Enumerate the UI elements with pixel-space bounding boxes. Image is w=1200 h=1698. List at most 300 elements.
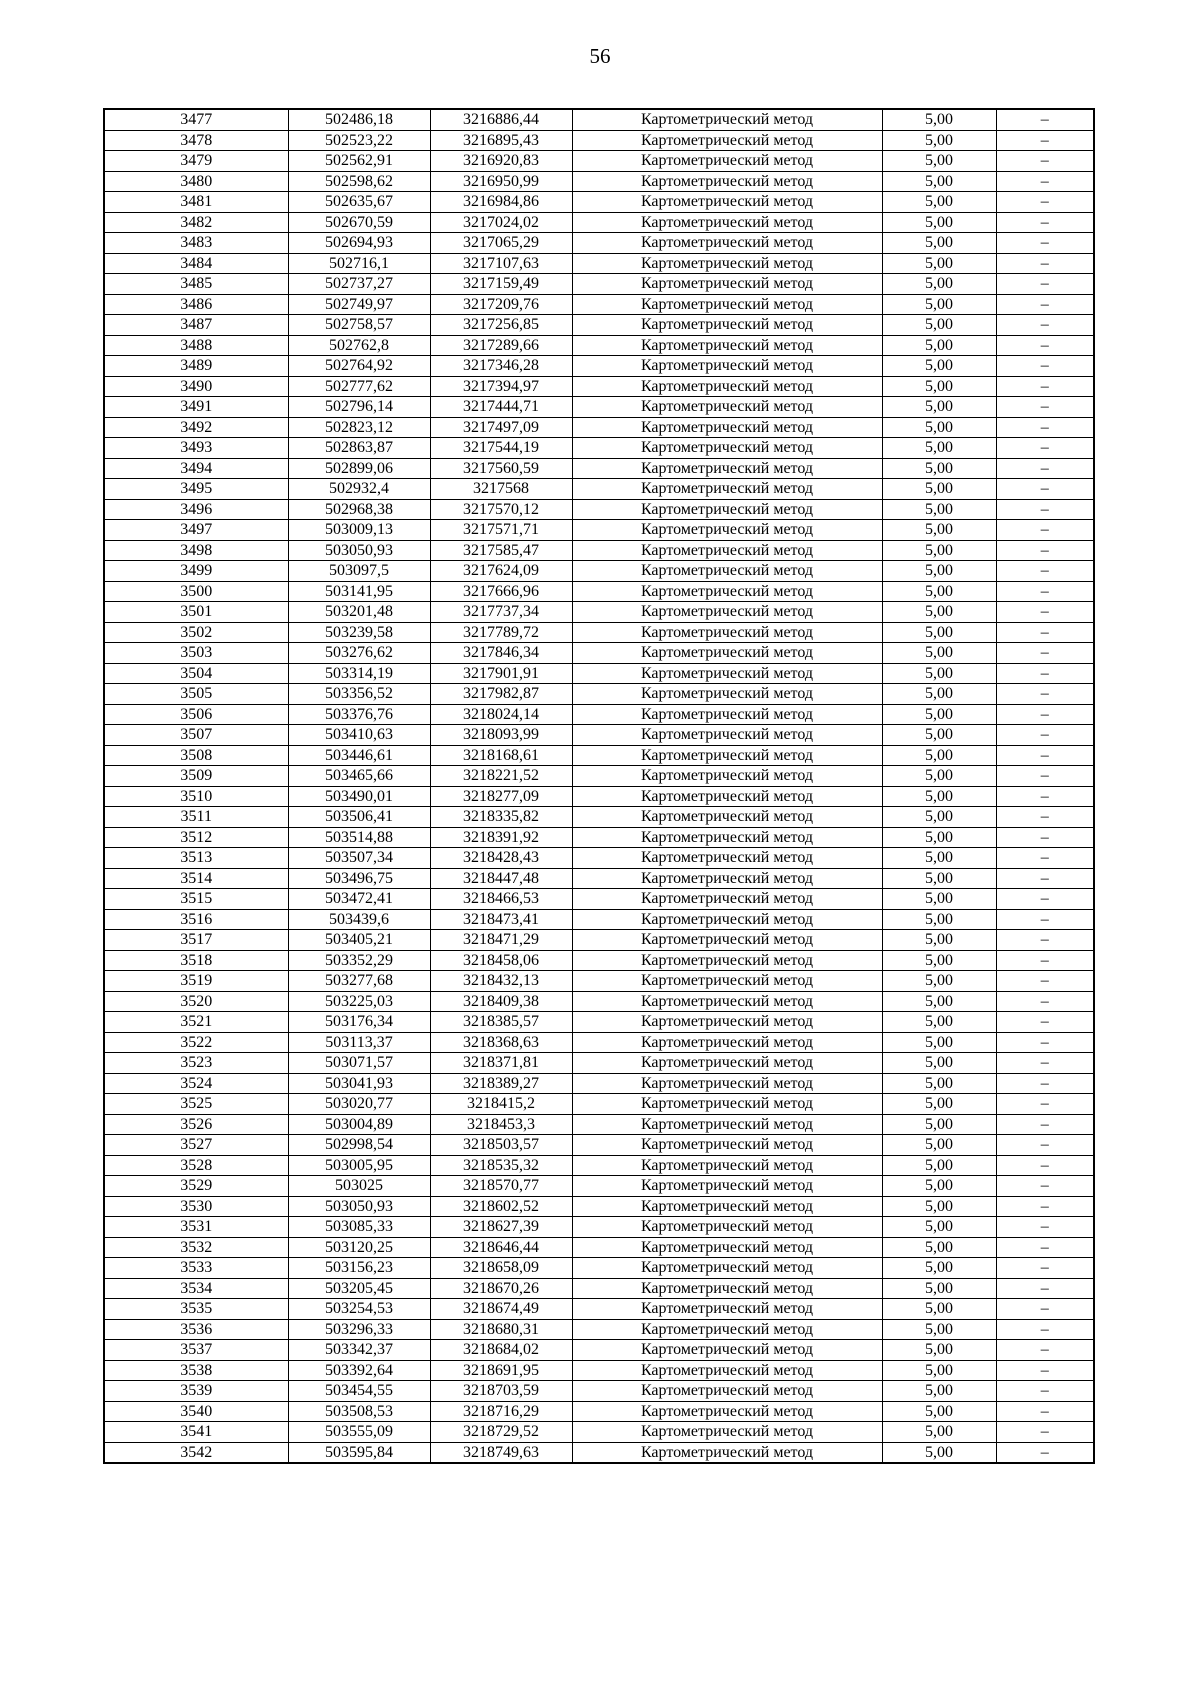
y-coordinate-cell: 3217444,71 bbox=[430, 397, 572, 418]
point-number-cell: 3528 bbox=[104, 1155, 288, 1176]
accuracy-cell: 5,00 bbox=[882, 1401, 996, 1422]
x-coordinate-cell: 503296,33 bbox=[288, 1319, 430, 1340]
table-row bbox=[104, 1299, 1094, 1320]
table-row bbox=[104, 766, 1094, 787]
x-coordinate-cell: 503376,76 bbox=[288, 704, 430, 725]
method-cell: Картометрический метод bbox=[572, 991, 882, 1012]
accuracy-cell: 5,00 bbox=[882, 294, 996, 315]
x-coordinate-cell: 503141,95 bbox=[288, 581, 430, 602]
y-coordinate-cell: 3218535,32 bbox=[430, 1155, 572, 1176]
x-coordinate-cell: 503439,6 bbox=[288, 909, 430, 930]
y-coordinate-cell: 3218602,52 bbox=[430, 1196, 572, 1217]
table-row bbox=[104, 602, 1094, 623]
table-row bbox=[104, 684, 1094, 705]
accuracy-cell: 5,00 bbox=[882, 376, 996, 397]
table-row bbox=[104, 1012, 1094, 1033]
description-cell: – bbox=[996, 499, 1094, 520]
method-cell: Картометрический метод bbox=[572, 1381, 882, 1402]
description-cell: – bbox=[996, 1319, 1094, 1340]
x-coordinate-cell: 502635,67 bbox=[288, 192, 430, 213]
description-cell: – bbox=[996, 1237, 1094, 1258]
y-coordinate-cell: 3218684,02 bbox=[430, 1340, 572, 1361]
accuracy-cell: 5,00 bbox=[882, 130, 996, 151]
accuracy-cell: 5,00 bbox=[882, 1258, 996, 1279]
x-coordinate-cell: 502598,62 bbox=[288, 171, 430, 192]
description-cell: – bbox=[996, 1196, 1094, 1217]
table-row bbox=[104, 1278, 1094, 1299]
table-row bbox=[104, 520, 1094, 541]
x-coordinate-cell: 503097,5 bbox=[288, 561, 430, 582]
point-number-cell: 3526 bbox=[104, 1114, 288, 1135]
point-number-cell: 3539 bbox=[104, 1381, 288, 1402]
y-coordinate-cell: 3218729,52 bbox=[430, 1422, 572, 1443]
accuracy-cell: 5,00 bbox=[882, 212, 996, 233]
y-coordinate-cell: 3217585,47 bbox=[430, 540, 572, 561]
point-number-cell: 3527 bbox=[104, 1135, 288, 1156]
y-coordinate-cell: 3218391,92 bbox=[430, 827, 572, 848]
x-coordinate-cell: 503020,77 bbox=[288, 1094, 430, 1115]
accuracy-cell: 5,00 bbox=[882, 991, 996, 1012]
y-coordinate-cell: 3218335,82 bbox=[430, 807, 572, 828]
point-number-cell: 3524 bbox=[104, 1073, 288, 1094]
description-cell: – bbox=[996, 479, 1094, 500]
point-number-cell: 3481 bbox=[104, 192, 288, 213]
x-coordinate-cell: 503514,88 bbox=[288, 827, 430, 848]
table-row bbox=[104, 397, 1094, 418]
x-coordinate-cell: 503446,61 bbox=[288, 745, 430, 766]
y-coordinate-cell: 3217544,19 bbox=[430, 438, 572, 459]
point-number-cell: 3478 bbox=[104, 130, 288, 151]
accuracy-cell: 5,00 bbox=[882, 868, 996, 889]
method-cell: Картометрический метод bbox=[572, 376, 882, 397]
description-cell: – bbox=[996, 253, 1094, 274]
table-row bbox=[104, 909, 1094, 930]
y-coordinate-cell: 3218428,43 bbox=[430, 848, 572, 869]
method-cell: Картометрический метод bbox=[572, 1155, 882, 1176]
method-cell: Картометрический метод bbox=[572, 1442, 882, 1463]
x-coordinate-cell: 503490,01 bbox=[288, 786, 430, 807]
description-cell: – bbox=[996, 212, 1094, 233]
y-coordinate-cell: 3217497,09 bbox=[430, 417, 572, 438]
accuracy-cell: 5,00 bbox=[882, 725, 996, 746]
description-cell: – bbox=[996, 1155, 1094, 1176]
x-coordinate-cell: 502823,12 bbox=[288, 417, 430, 438]
point-number-cell: 3498 bbox=[104, 540, 288, 561]
description-cell: – bbox=[996, 1258, 1094, 1279]
description-cell: – bbox=[996, 1401, 1094, 1422]
y-coordinate-cell: 3218432,13 bbox=[430, 971, 572, 992]
description-cell: – bbox=[996, 663, 1094, 684]
y-coordinate-cell: 3218447,48 bbox=[430, 868, 572, 889]
description-cell: – bbox=[996, 950, 1094, 971]
table-row bbox=[104, 827, 1094, 848]
accuracy-cell: 5,00 bbox=[882, 1135, 996, 1156]
x-coordinate-cell: 502737,27 bbox=[288, 274, 430, 295]
table-row bbox=[104, 1155, 1094, 1176]
y-coordinate-cell: 3218716,29 bbox=[430, 1401, 572, 1422]
accuracy-cell: 5,00 bbox=[882, 233, 996, 254]
accuracy-cell: 5,00 bbox=[882, 807, 996, 828]
point-number-cell: 3522 bbox=[104, 1032, 288, 1053]
x-coordinate-cell: 503465,66 bbox=[288, 766, 430, 787]
point-number-cell: 3497 bbox=[104, 520, 288, 541]
method-cell: Картометрический метод bbox=[572, 212, 882, 233]
table-row bbox=[104, 130, 1094, 151]
y-coordinate-cell: 3217666,96 bbox=[430, 581, 572, 602]
method-cell: Картометрический метод bbox=[572, 1094, 882, 1115]
table-row bbox=[104, 417, 1094, 438]
method-cell: Картометрический метод bbox=[572, 397, 882, 418]
y-coordinate-cell: 3217256,85 bbox=[430, 315, 572, 336]
x-coordinate-cell: 502968,38 bbox=[288, 499, 430, 520]
table-row bbox=[104, 376, 1094, 397]
accuracy-cell: 5,00 bbox=[882, 192, 996, 213]
description-cell: – bbox=[996, 1278, 1094, 1299]
point-number-cell: 3501 bbox=[104, 602, 288, 623]
description-cell: – bbox=[996, 868, 1094, 889]
x-coordinate-cell: 502486,18 bbox=[288, 109, 430, 130]
method-cell: Картометрический метод bbox=[572, 1258, 882, 1279]
y-coordinate-cell: 3218385,57 bbox=[430, 1012, 572, 1033]
description-cell: – bbox=[996, 581, 1094, 602]
method-cell: Картометрический метод bbox=[572, 561, 882, 582]
y-coordinate-cell: 3217394,97 bbox=[430, 376, 572, 397]
method-cell: Картометрический метод bbox=[572, 643, 882, 664]
table-row bbox=[104, 1360, 1094, 1381]
x-coordinate-cell: 503356,52 bbox=[288, 684, 430, 705]
y-coordinate-cell: 3216920,83 bbox=[430, 151, 572, 172]
accuracy-cell: 5,00 bbox=[882, 971, 996, 992]
table-row bbox=[104, 1032, 1094, 1053]
accuracy-cell: 5,00 bbox=[882, 1196, 996, 1217]
x-coordinate-cell: 503050,93 bbox=[288, 540, 430, 561]
x-coordinate-cell: 503205,45 bbox=[288, 1278, 430, 1299]
x-coordinate-cell: 502899,06 bbox=[288, 458, 430, 479]
method-cell: Картометрический метод bbox=[572, 581, 882, 602]
y-coordinate-cell: 3217901,91 bbox=[430, 663, 572, 684]
method-cell: Картометрический метод bbox=[572, 253, 882, 274]
coordinates-table-body bbox=[104, 109, 1094, 1463]
accuracy-cell: 5,00 bbox=[882, 1053, 996, 1074]
table-row bbox=[104, 745, 1094, 766]
table-row bbox=[104, 151, 1094, 172]
method-cell: Картометрический метод bbox=[572, 274, 882, 295]
x-coordinate-cell: 502694,93 bbox=[288, 233, 430, 254]
description-cell: – bbox=[996, 827, 1094, 848]
point-number-cell: 3529 bbox=[104, 1176, 288, 1197]
y-coordinate-cell: 3218691,95 bbox=[430, 1360, 572, 1381]
description-cell: – bbox=[996, 930, 1094, 951]
x-coordinate-cell: 503410,63 bbox=[288, 725, 430, 746]
method-cell: Картометрический метод bbox=[572, 1237, 882, 1258]
point-number-cell: 3505 bbox=[104, 684, 288, 705]
method-cell: Картометрический метод bbox=[572, 971, 882, 992]
x-coordinate-cell: 503085,33 bbox=[288, 1217, 430, 1238]
point-number-cell: 3509 bbox=[104, 766, 288, 787]
y-coordinate-cell: 3218093,99 bbox=[430, 725, 572, 746]
y-coordinate-cell: 3217289,66 bbox=[430, 335, 572, 356]
y-coordinate-cell: 3218658,09 bbox=[430, 1258, 572, 1279]
x-coordinate-cell: 503454,55 bbox=[288, 1381, 430, 1402]
x-coordinate-cell: 502764,92 bbox=[288, 356, 430, 377]
x-coordinate-cell: 503041,93 bbox=[288, 1073, 430, 1094]
method-cell: Картометрический метод bbox=[572, 827, 882, 848]
point-number-cell: 3533 bbox=[104, 1258, 288, 1279]
description-cell: – bbox=[996, 622, 1094, 643]
table-row bbox=[104, 356, 1094, 377]
accuracy-cell: 5,00 bbox=[882, 745, 996, 766]
description-cell: – bbox=[996, 643, 1094, 664]
point-number-cell: 3519 bbox=[104, 971, 288, 992]
accuracy-cell: 5,00 bbox=[882, 315, 996, 336]
point-number-cell: 3542 bbox=[104, 1442, 288, 1463]
point-number-cell: 3480 bbox=[104, 171, 288, 192]
table-row bbox=[104, 704, 1094, 725]
table-row bbox=[104, 1196, 1094, 1217]
accuracy-cell: 5,00 bbox=[882, 766, 996, 787]
y-coordinate-cell: 3218168,61 bbox=[430, 745, 572, 766]
point-number-cell: 3521 bbox=[104, 1012, 288, 1033]
method-cell: Картометрический метод bbox=[572, 520, 882, 541]
method-cell: Картометрический метод bbox=[572, 909, 882, 930]
accuracy-cell: 5,00 bbox=[882, 520, 996, 541]
point-number-cell: 3506 bbox=[104, 704, 288, 725]
description-cell: – bbox=[996, 438, 1094, 459]
x-coordinate-cell: 503201,48 bbox=[288, 602, 430, 623]
table-row bbox=[104, 848, 1094, 869]
method-cell: Картометрический метод bbox=[572, 1422, 882, 1443]
accuracy-cell: 5,00 bbox=[882, 1094, 996, 1115]
table-row bbox=[104, 663, 1094, 684]
y-coordinate-cell: 3218570,77 bbox=[430, 1176, 572, 1197]
accuracy-cell: 5,00 bbox=[882, 356, 996, 377]
description-cell: – bbox=[996, 315, 1094, 336]
accuracy-cell: 5,00 bbox=[882, 909, 996, 930]
method-cell: Картометрический метод bbox=[572, 622, 882, 643]
table-row bbox=[104, 1340, 1094, 1361]
point-number-cell: 3486 bbox=[104, 294, 288, 315]
table-row bbox=[104, 1053, 1094, 1074]
x-coordinate-cell: 503050,93 bbox=[288, 1196, 430, 1217]
table-row bbox=[104, 868, 1094, 889]
y-coordinate-cell: 3218453,3 bbox=[430, 1114, 572, 1135]
x-coordinate-cell: 502716,1 bbox=[288, 253, 430, 274]
table-row bbox=[104, 930, 1094, 951]
method-cell: Картометрический метод bbox=[572, 786, 882, 807]
table-row bbox=[104, 315, 1094, 336]
point-number-cell: 3534 bbox=[104, 1278, 288, 1299]
x-coordinate-cell: 502863,87 bbox=[288, 438, 430, 459]
point-number-cell: 3525 bbox=[104, 1094, 288, 1115]
table-row bbox=[104, 499, 1094, 520]
method-cell: Картометрический метод bbox=[572, 233, 882, 254]
method-cell: Картометрический метод bbox=[572, 930, 882, 951]
point-number-cell: 3477 bbox=[104, 109, 288, 130]
method-cell: Картометрический метод bbox=[572, 602, 882, 623]
table-row bbox=[104, 1381, 1094, 1402]
method-cell: Картометрический метод bbox=[572, 1319, 882, 1340]
x-coordinate-cell: 502932,4 bbox=[288, 479, 430, 500]
table-row bbox=[104, 581, 1094, 602]
description-cell: – bbox=[996, 1114, 1094, 1135]
y-coordinate-cell: 3217571,71 bbox=[430, 520, 572, 541]
description-cell: – bbox=[996, 1422, 1094, 1443]
description-cell: – bbox=[996, 274, 1094, 295]
description-cell: – bbox=[996, 889, 1094, 910]
method-cell: Картометрический метод bbox=[572, 540, 882, 561]
y-coordinate-cell: 3216984,86 bbox=[430, 192, 572, 213]
y-coordinate-cell: 3218389,27 bbox=[430, 1073, 572, 1094]
x-coordinate-cell: 503555,09 bbox=[288, 1422, 430, 1443]
y-coordinate-cell: 3217624,09 bbox=[430, 561, 572, 582]
point-number-cell: 3520 bbox=[104, 991, 288, 1012]
method-cell: Картометрический метод bbox=[572, 356, 882, 377]
point-number-cell: 3491 bbox=[104, 397, 288, 418]
x-coordinate-cell: 503071,57 bbox=[288, 1053, 430, 1074]
method-cell: Картометрический метод bbox=[572, 151, 882, 172]
table-row bbox=[104, 1237, 1094, 1258]
y-coordinate-cell: 3217024,02 bbox=[430, 212, 572, 233]
y-coordinate-cell: 3218749,63 bbox=[430, 1442, 572, 1463]
description-cell: – bbox=[996, 130, 1094, 151]
y-coordinate-cell: 3216886,44 bbox=[430, 109, 572, 130]
point-number-cell: 3499 bbox=[104, 561, 288, 582]
x-coordinate-cell: 503225,03 bbox=[288, 991, 430, 1012]
description-cell: – bbox=[996, 848, 1094, 869]
x-coordinate-cell: 502796,14 bbox=[288, 397, 430, 418]
point-number-cell: 3535 bbox=[104, 1299, 288, 1320]
x-coordinate-cell: 503342,37 bbox=[288, 1340, 430, 1361]
y-coordinate-cell: 3216895,43 bbox=[430, 130, 572, 151]
accuracy-cell: 5,00 bbox=[882, 335, 996, 356]
accuracy-cell: 5,00 bbox=[882, 479, 996, 500]
method-cell: Картометрический метод bbox=[572, 725, 882, 746]
x-coordinate-cell: 503113,37 bbox=[288, 1032, 430, 1053]
method-cell: Картометрический метод bbox=[572, 417, 882, 438]
x-coordinate-cell: 503392,64 bbox=[288, 1360, 430, 1381]
x-coordinate-cell: 503156,23 bbox=[288, 1258, 430, 1279]
x-coordinate-cell: 503239,58 bbox=[288, 622, 430, 643]
description-cell: – bbox=[996, 294, 1094, 315]
accuracy-cell: 5,00 bbox=[882, 1299, 996, 1320]
x-coordinate-cell: 502758,57 bbox=[288, 315, 430, 336]
method-cell: Картометрический метод bbox=[572, 294, 882, 315]
table-row bbox=[104, 1442, 1094, 1463]
table-row bbox=[104, 725, 1094, 746]
point-number-cell: 3485 bbox=[104, 274, 288, 295]
description-cell: – bbox=[996, 540, 1094, 561]
table-row bbox=[104, 233, 1094, 254]
y-coordinate-cell: 3218503,57 bbox=[430, 1135, 572, 1156]
table-row bbox=[104, 1217, 1094, 1238]
point-number-cell: 3490 bbox=[104, 376, 288, 397]
y-coordinate-cell: 3217346,28 bbox=[430, 356, 572, 377]
y-coordinate-cell: 3217560,59 bbox=[430, 458, 572, 479]
accuracy-cell: 5,00 bbox=[882, 274, 996, 295]
point-number-cell: 3483 bbox=[104, 233, 288, 254]
y-coordinate-cell: 3218409,38 bbox=[430, 991, 572, 1012]
point-number-cell: 3504 bbox=[104, 663, 288, 684]
method-cell: Картометрический метод bbox=[572, 130, 882, 151]
description-cell: – bbox=[996, 1360, 1094, 1381]
point-number-cell: 3523 bbox=[104, 1053, 288, 1074]
accuracy-cell: 5,00 bbox=[882, 397, 996, 418]
x-coordinate-cell: 502749,97 bbox=[288, 294, 430, 315]
accuracy-cell: 5,00 bbox=[882, 151, 996, 172]
point-number-cell: 3532 bbox=[104, 1237, 288, 1258]
y-coordinate-cell: 3218221,52 bbox=[430, 766, 572, 787]
method-cell: Картометрический метод bbox=[572, 1135, 882, 1156]
method-cell: Картометрический метод bbox=[572, 192, 882, 213]
point-number-cell: 3507 bbox=[104, 725, 288, 746]
method-cell: Картометрический метод bbox=[572, 458, 882, 479]
point-number-cell: 3514 bbox=[104, 868, 288, 889]
method-cell: Картометрический метод bbox=[572, 1176, 882, 1197]
description-cell: – bbox=[996, 151, 1094, 172]
table-row bbox=[104, 991, 1094, 1012]
y-coordinate-cell: 3218458,06 bbox=[430, 950, 572, 971]
description-cell: – bbox=[996, 991, 1094, 1012]
point-number-cell: 3512 bbox=[104, 827, 288, 848]
x-coordinate-cell: 503352,29 bbox=[288, 950, 430, 971]
y-coordinate-cell: 3218277,09 bbox=[430, 786, 572, 807]
x-coordinate-cell: 503176,34 bbox=[288, 1012, 430, 1033]
accuracy-cell: 5,00 bbox=[882, 1360, 996, 1381]
accuracy-cell: 5,00 bbox=[882, 1381, 996, 1402]
description-cell: – bbox=[996, 807, 1094, 828]
description-cell: – bbox=[996, 1032, 1094, 1053]
description-cell: – bbox=[996, 417, 1094, 438]
table-row bbox=[104, 643, 1094, 664]
accuracy-cell: 5,00 bbox=[882, 1319, 996, 1340]
description-cell: – bbox=[996, 1012, 1094, 1033]
description-cell: – bbox=[996, 1176, 1094, 1197]
y-coordinate-cell: 3218670,26 bbox=[430, 1278, 572, 1299]
y-coordinate-cell: 3217065,29 bbox=[430, 233, 572, 254]
description-cell: – bbox=[996, 171, 1094, 192]
description-cell: – bbox=[996, 1135, 1094, 1156]
y-coordinate-cell: 3218473,41 bbox=[430, 909, 572, 930]
description-cell: – bbox=[996, 766, 1094, 787]
description-cell: – bbox=[996, 725, 1094, 746]
method-cell: Картометрический метод bbox=[572, 848, 882, 869]
y-coordinate-cell: 3218415,2 bbox=[430, 1094, 572, 1115]
y-coordinate-cell: 3218471,29 bbox=[430, 930, 572, 951]
table-row bbox=[104, 192, 1094, 213]
accuracy-cell: 5,00 bbox=[882, 171, 996, 192]
table-row bbox=[104, 1258, 1094, 1279]
y-coordinate-cell: 3217159,49 bbox=[430, 274, 572, 295]
table-row bbox=[104, 1401, 1094, 1422]
description-cell: – bbox=[996, 376, 1094, 397]
table-row bbox=[104, 889, 1094, 910]
accuracy-cell: 5,00 bbox=[882, 417, 996, 438]
description-cell: – bbox=[996, 335, 1094, 356]
y-coordinate-cell: 3218627,39 bbox=[430, 1217, 572, 1238]
y-coordinate-cell: 3217209,76 bbox=[430, 294, 572, 315]
accuracy-cell: 5,00 bbox=[882, 1422, 996, 1443]
description-cell: – bbox=[996, 1053, 1094, 1074]
x-coordinate-cell: 503025 bbox=[288, 1176, 430, 1197]
point-number-cell: 3538 bbox=[104, 1360, 288, 1381]
method-cell: Картометрический метод bbox=[572, 1012, 882, 1033]
point-number-cell: 3536 bbox=[104, 1319, 288, 1340]
page-number: 56 bbox=[589, 44, 611, 68]
method-cell: Картометрический метод bbox=[572, 684, 882, 705]
point-number-cell: 3484 bbox=[104, 253, 288, 274]
description-cell: – bbox=[996, 786, 1094, 807]
table-row bbox=[104, 479, 1094, 500]
